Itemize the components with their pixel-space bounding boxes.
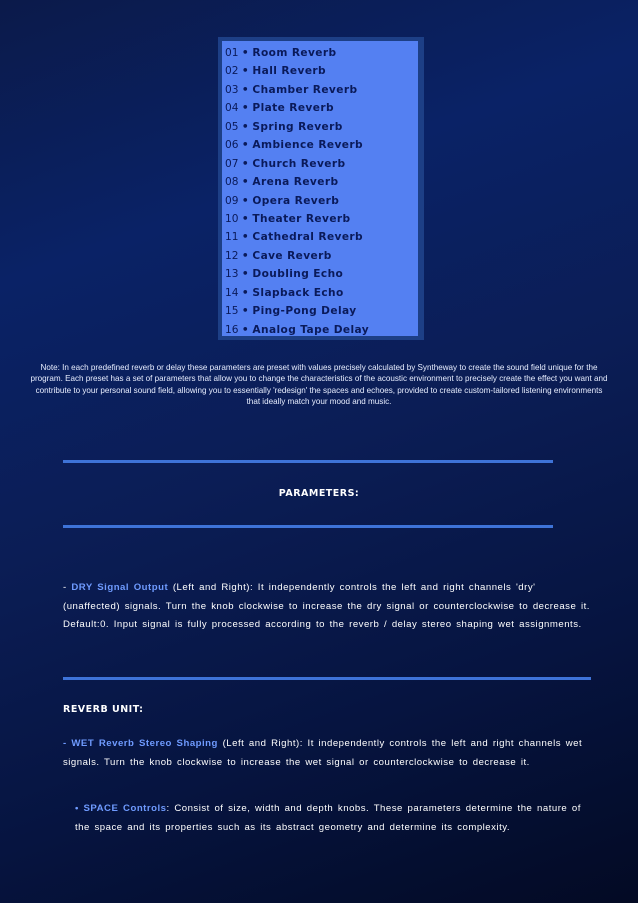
- preset-item: [225, 228, 418, 246]
- preset-number: 05: [225, 120, 239, 133]
- preset-name: Analog Tape Delay: [252, 323, 370, 336]
- preset-number: 12: [225, 249, 239, 262]
- preset-number: 04: [225, 102, 239, 115]
- preset-list: [222, 41, 418, 336]
- preset-name: Ping-Pong Delay: [252, 305, 357, 318]
- preset-number: 10: [225, 212, 239, 225]
- preset-name: Plate Reverb: [252, 102, 334, 115]
- preset-bullet: •: [241, 176, 250, 189]
- preset-item: [225, 44, 418, 62]
- preset-item: [225, 302, 418, 320]
- preset-item: [225, 321, 418, 339]
- preset-name: Cathedral Reverb: [252, 231, 364, 244]
- preset-item: [225, 136, 418, 154]
- preset-bullet: •: [241, 194, 250, 207]
- preset-name: Church Reverb: [252, 157, 346, 170]
- divider-bottom: [63, 525, 553, 528]
- preset-number: 03: [225, 83, 239, 96]
- parameters-heading: PARAMETERS:: [278, 488, 360, 499]
- wet-reverb-text: (Left and Right): It independently controls the left and right channels wet signals. Turn the knob clockwise to increase the wet signal or counterclockwise to decrease it.: [63, 738, 583, 768]
- dry-signal-paragraph: [63, 579, 593, 635]
- preset-item: [225, 284, 418, 302]
- preset-name: Ambience Reverb: [252, 139, 363, 152]
- preset-bullet: •: [241, 212, 250, 225]
- preset-bullet: •: [241, 47, 250, 59]
- preset-number: 14: [225, 286, 239, 299]
- divider-reverb: [63, 677, 591, 680]
- space-controls-paragraph: [75, 800, 595, 837]
- preset-bullet: •: [241, 305, 250, 318]
- wet-reverb-label: - WET Reverb Stereo Shaping: [63, 738, 218, 749]
- preset-bullet: •: [241, 323, 250, 336]
- preset-number: 08: [225, 176, 239, 189]
- preset-item: [225, 210, 418, 228]
- preset-number: 09: [225, 194, 239, 207]
- preset-item: [225, 192, 418, 210]
- preset-bullet: •: [241, 231, 250, 244]
- preset-bullet: •: [241, 249, 250, 262]
- preset-name: Room Reverb: [252, 47, 337, 59]
- preset-number: 01: [225, 47, 239, 59]
- preset-item: [225, 81, 418, 99]
- preset-bullet: •: [241, 120, 250, 133]
- space-controls-text: : Consist of size, width and depth knobs. These parameters determine the nature of the space and its properties such as its abstract geometry and determine its complexity.: [75, 803, 581, 833]
- preset-bullet: •: [241, 157, 250, 170]
- dry-signal-label: DRY Signal Output: [71, 582, 169, 593]
- preset-bullet: •: [241, 139, 250, 152]
- preset-name: Chamber Reverb: [252, 83, 358, 96]
- preset-name: Hall Reverb: [252, 65, 327, 78]
- preset-bullet: •: [241, 102, 250, 115]
- reverb-unit-heading: REVERB UNIT:: [63, 704, 144, 715]
- preset-name: Doubling Echo: [252, 268, 344, 281]
- preset-item: [225, 247, 418, 265]
- dry-prefix: -: [63, 582, 72, 593]
- preset-name: Theater Reverb: [252, 212, 351, 225]
- preset-item: [225, 62, 418, 80]
- preset-name: Cave Reverb: [252, 249, 332, 262]
- preset-item: [225, 155, 418, 173]
- divider-top: [63, 460, 553, 463]
- preset-name: Opera Reverb: [252, 194, 340, 207]
- preset-number: 15: [225, 305, 239, 318]
- preset-item: [225, 118, 418, 136]
- preset-name: Arena Reverb: [252, 176, 339, 189]
- dry-signal-text: (Left and Right): It independently controls the left and right channels 'dry' (unaffected) signals. Turn the knob clockwise to increase the dry signal or counterclockwise to decrease it. Default:0. Input signal is fully processed according to the reverb / delay stereo shaping wet assignments.: [63, 582, 590, 631]
- preset-name: Slapback Echo: [252, 286, 344, 299]
- preset-name: Spring Reverb: [252, 120, 343, 133]
- wet-reverb-paragraph: [63, 735, 595, 772]
- preset-list-box: [218, 37, 424, 340]
- preset-number: 06: [225, 139, 239, 152]
- preset-item: [225, 99, 418, 117]
- preset-bullet: •: [241, 268, 250, 281]
- preset-bullet: •: [241, 83, 250, 96]
- preset-item: [225, 173, 418, 191]
- space-controls-label: • SPACE Controls: [75, 803, 167, 814]
- preset-number: 11: [225, 231, 239, 244]
- preset-note: Note: In each predefined reverb or delay these parameters are preset with values precisely calculated by Syntheway to create the sound field unique for the program. Each preset has a set of parameters that allow you to change the characteristics of the acoustic environment to precisely create the effect you want and contribute to your personal sound field, allowing you to essentially 'redesign' the spaces and echoes, provided to create custom-tailored listening environments that ideally match your mood and music.: [30, 363, 608, 407]
- preset-bullet: •: [241, 65, 250, 78]
- preset-number: 07: [225, 157, 239, 170]
- preset-number: 16: [225, 323, 239, 336]
- preset-number: 13: [225, 268, 239, 281]
- preset-number: 02: [225, 65, 239, 78]
- preset-item: [225, 265, 418, 283]
- preset-bullet: •: [241, 286, 250, 299]
